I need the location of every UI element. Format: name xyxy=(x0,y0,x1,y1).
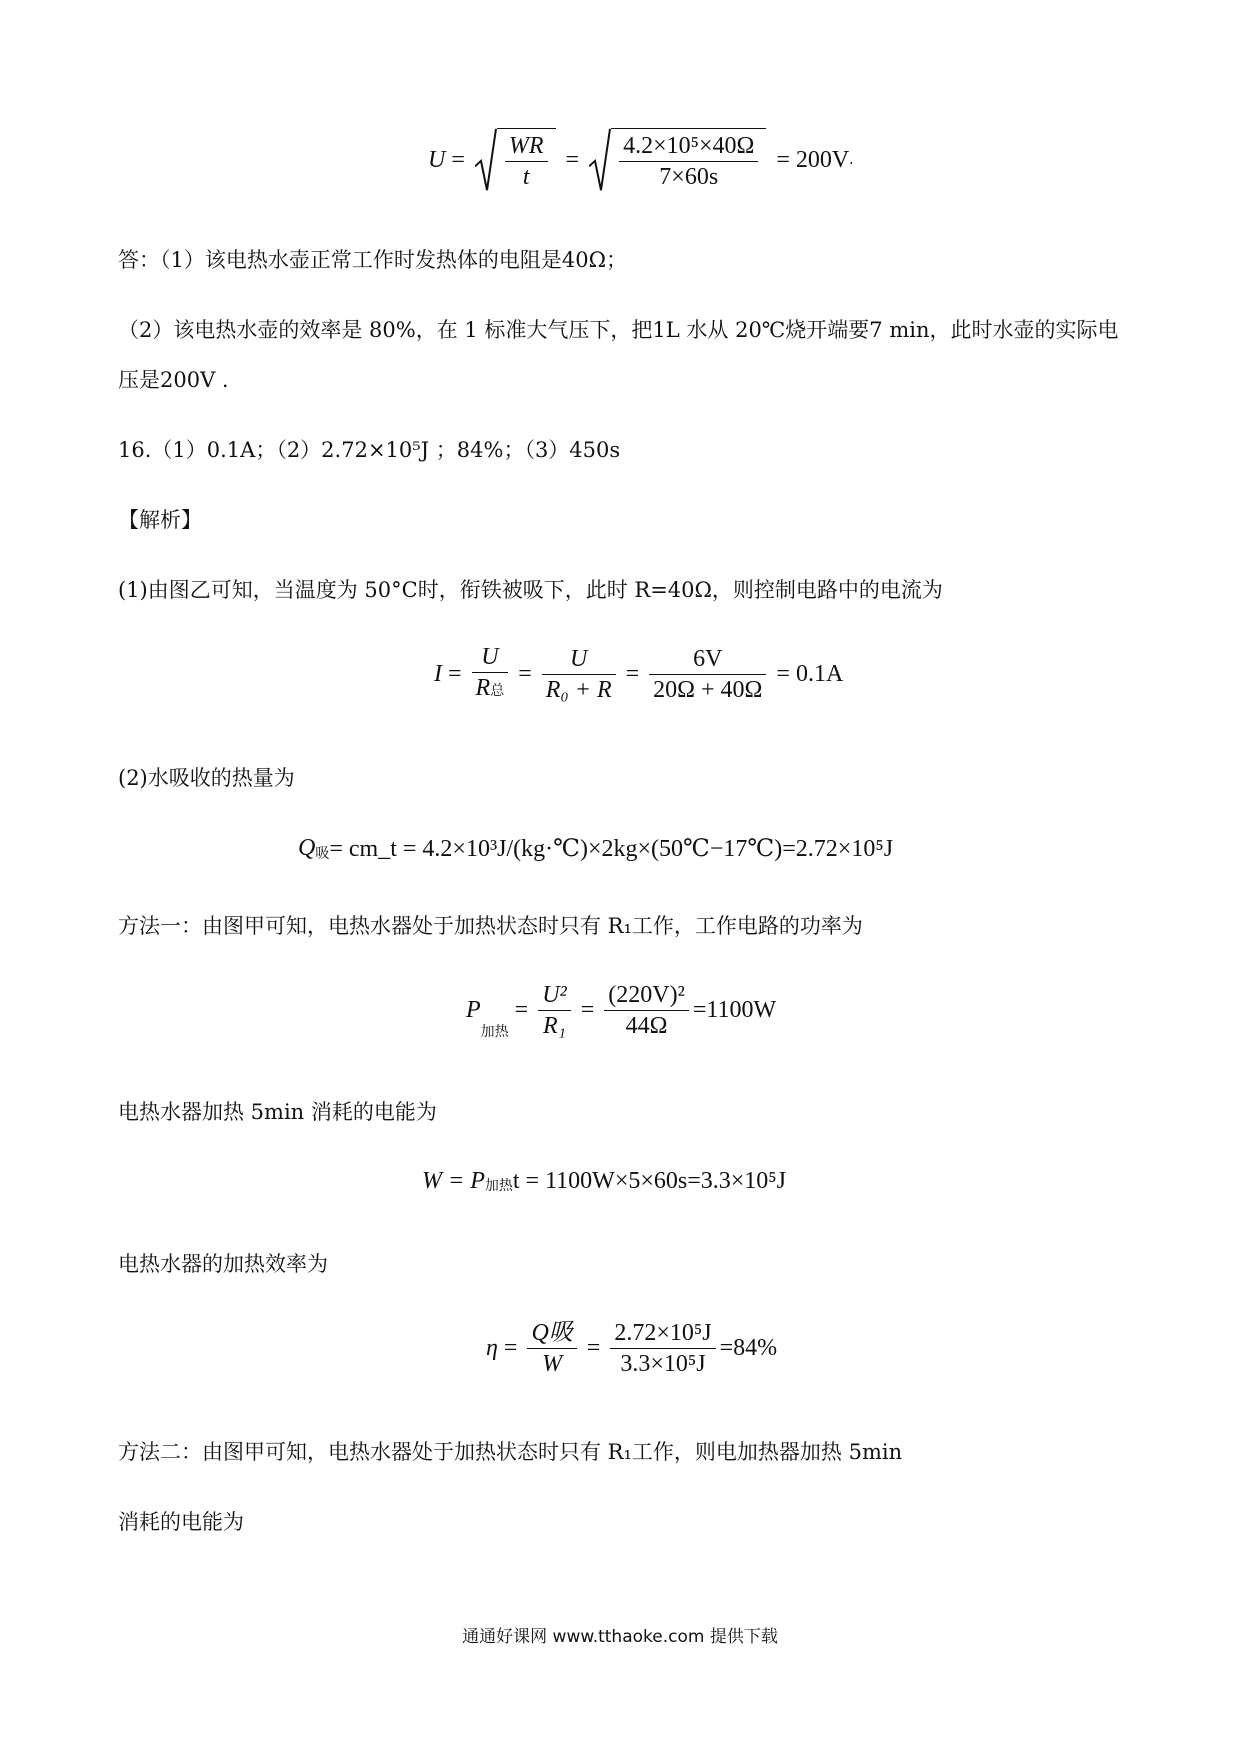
energy-expression: t = 1100W×5×60s=3.3×10⁵J xyxy=(512,1168,787,1194)
power-equation xyxy=(466,980,776,1041)
fraction-numerator: U xyxy=(542,644,616,675)
page-footer: 通通好课网 www.tthaoke.com 提供下载 xyxy=(462,1627,778,1647)
fraction xyxy=(542,644,616,705)
subscript: 加热 xyxy=(484,1179,513,1194)
fraction xyxy=(538,980,571,1041)
equals-sign: = xyxy=(518,661,532,687)
fraction-denominator: 7×60s xyxy=(659,164,719,190)
fraction-denominator: R₀ + R xyxy=(545,677,612,703)
fraction-denominator: R₁ xyxy=(542,1013,566,1039)
fraction-denominator: R xyxy=(475,675,491,701)
equals-sign: = xyxy=(503,1335,518,1361)
fraction-numerator: U² xyxy=(538,980,571,1011)
result-value: 200V xyxy=(795,146,850,173)
voltage-equation xyxy=(428,128,853,192)
sqrt-symbol xyxy=(475,128,556,192)
fraction xyxy=(472,642,509,707)
heat-equation xyxy=(298,834,893,863)
equals-sign: = xyxy=(776,661,790,687)
answer-part-2: （2）该电热水壶的效率是 80%，在 1 标准大气压下，把1L 水从 20℃烧开端要7 min，此时水壶的实际电 xyxy=(118,318,1119,342)
var-U: U xyxy=(428,146,446,173)
result-value: =84% xyxy=(719,1335,778,1361)
fraction-denominator: W xyxy=(542,1351,563,1377)
fraction-numerator: 2.72×10⁵J xyxy=(610,1318,715,1349)
equals-sign: = xyxy=(448,661,462,687)
var-P: P xyxy=(466,997,481,1023)
equals-sign: = xyxy=(514,997,529,1023)
method-2: 方法二：由图甲可知，电热水器处于加热状态时只有 R₁工作，则电加热器加热 5min xyxy=(118,1440,903,1464)
fraction-numerator: U xyxy=(472,642,509,673)
var-W: W = P xyxy=(422,1168,485,1194)
fraction xyxy=(649,644,766,705)
fraction-denominator: 20Ω + 40Ω xyxy=(653,677,763,703)
sqrt-symbol xyxy=(589,128,766,192)
fraction-numerator: (220V)² xyxy=(604,980,689,1011)
trailing-period: . xyxy=(849,151,854,168)
heat-expression: = cm_t = 4.2×10³J/(kg·℃)×2kg×(50℃−17℃)=2.72×10⁵J xyxy=(329,836,894,862)
fraction-numerator: 6V xyxy=(649,644,766,675)
subscript: 总 xyxy=(490,684,505,699)
equals-sign: = xyxy=(451,146,465,173)
subscript: 吸 xyxy=(315,847,330,862)
answer-intro: 答：（1）该电热水壶正常工作时发热体的电阻是40Ω； xyxy=(118,248,627,272)
current-equation xyxy=(434,642,843,707)
method-2-continued: 消耗的电能为 xyxy=(118,1510,244,1534)
equals-sign: = xyxy=(586,1335,601,1361)
equals-sign: = xyxy=(625,661,640,687)
analysis-heading: 【解析】 xyxy=(118,508,202,532)
result-value: =1100W xyxy=(692,997,777,1023)
fraction-numerator: WR xyxy=(505,131,548,162)
fraction-numerator: 4.2×10⁵×40Ω xyxy=(619,131,758,162)
energy-equation xyxy=(422,1168,786,1195)
fraction-numerator: Q吸 xyxy=(527,1318,576,1349)
paragraph-1: (1)由图乙可知，当温度为 50°C时，衔铁被吸下，此时 R=40Ω，则控制电路中的电流为 xyxy=(118,578,943,602)
fraction xyxy=(604,980,689,1041)
subscript: 加热 xyxy=(480,1025,509,1040)
fraction-denominator: t xyxy=(522,164,530,190)
var-Q: Q xyxy=(298,835,316,861)
fraction xyxy=(527,1318,576,1379)
energy-intro: 电热水器加热 5min 消耗的电能为 xyxy=(118,1100,437,1124)
question-16-answers: 16.（1）0.1A；（2）2.72×10⁵J ；84%；（3）450s xyxy=(118,438,621,462)
method-1: 方法一：由图甲可知，电热水器处于加热状态时只有 R₁工作，工作电路的功率为 xyxy=(118,914,863,938)
efficiency-intro: 电热水器的加热效率为 xyxy=(118,1252,328,1276)
paragraph-2: (2)水吸收的热量为 xyxy=(118,766,295,790)
equals-sign: = xyxy=(776,146,790,173)
equals-sign: = xyxy=(580,997,595,1023)
fraction-denominator: 44Ω xyxy=(625,1013,668,1039)
answer-part-2-continued: 压是200V . xyxy=(118,368,229,392)
fraction-denominator: 3.3×10⁵J xyxy=(620,1351,706,1377)
fraction xyxy=(610,1318,715,1379)
equals-sign: = xyxy=(565,146,580,173)
efficiency-equation xyxy=(486,1318,777,1379)
var-I: I xyxy=(434,661,442,687)
var-eta: η xyxy=(486,1335,498,1361)
result-value: 0.1A xyxy=(795,661,844,687)
